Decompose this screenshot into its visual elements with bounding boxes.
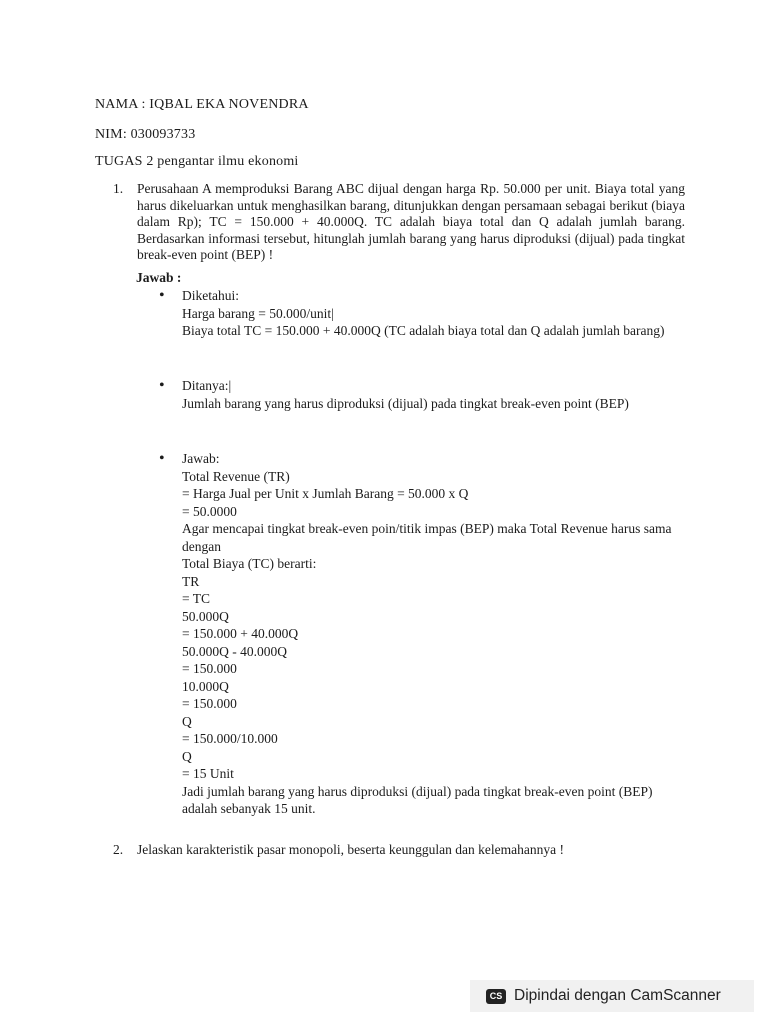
diketahui-line-1: Harga barang = 50.000/unit| (182, 305, 334, 321)
jawab-line: = TC (182, 591, 210, 606)
ditanya-line-1: Jumlah barang yang harus diproduksi (dijual) pada tingkat break-even point (BEP) (182, 395, 629, 411)
ditanya-block (182, 377, 682, 412)
answer-label: Jawab : (136, 270, 182, 285)
question-2-text: Jelaskan karakteristik pasar monopoli, beserta keunggulan dan kelemahannya ! (137, 842, 564, 857)
bullet-ditanya: • (159, 377, 165, 394)
question-1-number: 1. (113, 181, 124, 196)
question-1-text: Perusahaan A memproduksi Barang ABC dijual dengan harga Rp. 50.000 per unit. Biaya total yang harus dikeluarkan untuk menghasilkan barang, ditunjukkan dengan persamaan sebagai berikut (biaya dalam Rp); TC = 150.000 + 40.000Q. TC adalah biaya total dan Q adalah jumlah barang. Berdasarkan informasi tersebut, hitunglah jumlah barang yang harus diproduksi (dijual) pada tingkat break-even point (BEP) ! (137, 181, 685, 262)
jawab-title: Jawab: (182, 451, 220, 466)
camscanner-text: Dipindai dengan CamScanner (514, 987, 721, 1004)
jawab-line: TR (182, 573, 200, 589)
jawab-line: Q (182, 748, 192, 764)
jawab-line: = 150.000/10.000 (182, 731, 278, 746)
bullet-jawab: • (159, 450, 165, 467)
jawab-line: Total Revenue (TR) (182, 468, 290, 484)
jawab-line: Q (182, 713, 192, 729)
jawab-line: Agar mencapai tingkat break-even poin/titik impas (BEP) maka Total Revenue harus sama dengan (182, 521, 672, 554)
jawab-line: = 15 Unit (182, 766, 234, 781)
camscanner-watermark (470, 980, 754, 1012)
jawab-line: 50.000Q - 40.000Q (182, 643, 287, 659)
diketahui-title: Diketahui: (182, 288, 239, 303)
ditanya-title: Ditanya:| (182, 378, 232, 393)
jawab-line: Total Biaya (TC) berarti: (182, 556, 317, 571)
jawab-line: 10.000Q (182, 678, 229, 694)
bullet-diketahui: • (159, 287, 165, 304)
camscanner-logo-icon: CS (486, 989, 506, 1004)
jawab-line: = 50.0000 (182, 503, 237, 519)
jawab-line: = 150.000 (182, 696, 237, 711)
jawab-block (182, 450, 682, 818)
jawab-line: = 150.000 (182, 661, 237, 676)
diketahui-block (182, 287, 682, 340)
jawab-conclusion: Jadi jumlah barang yang harus diproduksi (dijual) pada tingkat break-even point (BEP) adalah sebanyak 15 unit. (182, 783, 653, 816)
question-2-number: 2. (113, 842, 124, 857)
student-name: NAMA : IQBAL EKA NOVENDRA (95, 97, 309, 112)
student-nim: NIM: 030093733 (95, 127, 196, 142)
jawab-line: = Harga Jual per Unit x Jumlah Barang = 50.000 x Q (182, 486, 469, 501)
jawab-line: = 150.000 + 40.000Q (182, 626, 299, 641)
assignment-title: TUGAS 2 pengantar ilmu ekonomi (95, 154, 299, 169)
diketahui-line-2: Biaya total TC = 150.000 + 40.000Q (TC adalah biaya total dan Q adalah jumlah barang) (182, 323, 665, 338)
jawab-line: 50.000Q (182, 608, 229, 624)
